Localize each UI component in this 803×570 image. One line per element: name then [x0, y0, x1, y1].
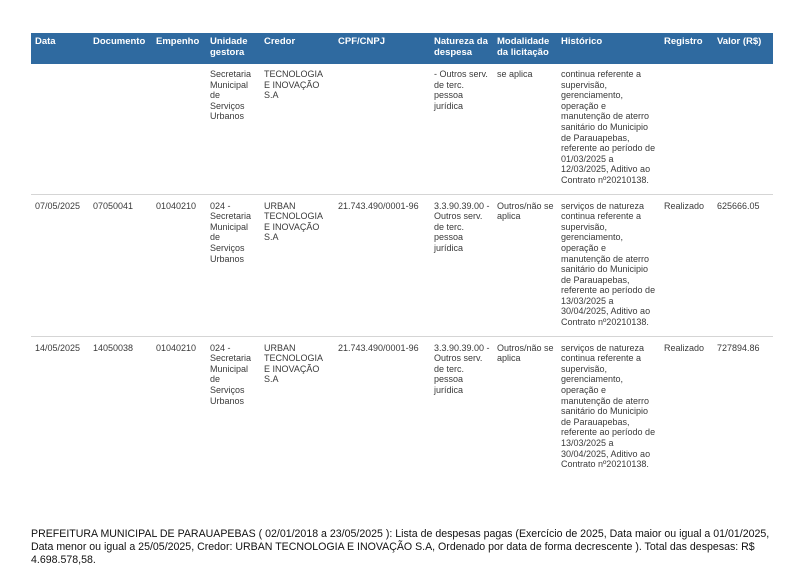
cell-credor: TECNOLOGIA E INOVAÇÃO S.A	[260, 64, 334, 194]
cell-valor: 625666.05	[713, 194, 773, 336]
cell-registro	[660, 64, 713, 194]
cell-documento: 07050041	[89, 194, 152, 336]
col-header-registro[interactable]: Registro	[660, 33, 713, 64]
cell-registro: Realizado	[664, 342, 705, 353]
cell-historico: serviços de natureza continua referente a supervisão, gerenciamento, operação e manutenção de aterro sanitário do Municipio de Parauapebas, referente ao período de 13/03/2025 a 30/04/2025, Aditivo ao Contrato nº20210138.	[561, 342, 656, 470]
cell-credor: URBAN TECNOLOGIA E INOVAÇÃO S.A	[260, 194, 334, 336]
col-header-credor[interactable]: Credor	[260, 33, 334, 64]
cell-unidade: 024 - Secretaria Municipal de Serviços Urbanos	[210, 342, 252, 406]
cell-registro: Realizado	[660, 194, 713, 336]
cell-cnpj: 21.743.490/0001-96	[338, 342, 419, 353]
cell-empenho: 01040210	[156, 342, 197, 353]
col-header-data[interactable]: Data	[31, 33, 89, 64]
cell-natureza: 3.3.90.39.00 - Outros serv. de terc. pessoa jurídica	[434, 342, 490, 396]
cell-documento	[89, 64, 152, 194]
cell-modalidade: se aplica	[493, 64, 557, 194]
cell-data	[31, 64, 89, 194]
table-row	[31, 336, 773, 478]
cell-unidade: 024 - Secretaria Municipal de Serviços Urbanos	[206, 194, 260, 336]
col-header-unidade[interactable]: Unidade gestora	[206, 33, 260, 64]
cell-credor: URBAN TECNOLOGIA E INOVAÇÃO S.A	[264, 342, 323, 385]
cell-modalidade: Outros/não se aplica	[497, 342, 554, 364]
table-row	[31, 194, 773, 336]
col-header-natureza[interactable]: Natureza da despesa	[430, 33, 493, 64]
col-header-historico[interactable]: Histórico	[557, 33, 660, 64]
col-header-documento[interactable]: Documento	[89, 33, 152, 64]
cell-empenho: 01040210	[152, 194, 206, 336]
table-row	[31, 64, 773, 194]
cell-unidade: Secretaria Municipal de Serviços Urbanos	[206, 64, 260, 194]
col-header-empenho[interactable]: Empenho	[152, 33, 206, 64]
cell-documento: 14050038	[93, 342, 134, 353]
cell-cnpj: 21.743.490/0001-96	[334, 194, 430, 336]
header-row	[31, 33, 773, 64]
col-header-cnpj[interactable]: CPF/CNPJ	[334, 33, 430, 64]
cell-cnpj	[334, 64, 430, 194]
expenses-table	[31, 33, 773, 478]
col-header-modalidade[interactable]: Modalidade da licitação	[493, 33, 557, 64]
cell-data: 14/05/2025	[35, 342, 81, 353]
cell-natureza: - Outros serv. de terc. pessoa jurídica	[430, 64, 493, 194]
cell-valor: 727894.86	[717, 342, 760, 353]
cell-historico: serviços de natureza continua referente a supervisão, gerenciamento, operação e manutenção de aterro sanitário do Municipio de Parauapebas, referente ao período de 13/03/2025 a 30/04/2025, Aditivo ao Contrato nº20210138.	[557, 194, 660, 336]
report-summary: PREFEITURA MUNICIPAL DE PARAUAPEBAS ( 02/01/2018 a 23/05/2025 ): Lista de despesas pagas (Exercício de 2025, Data maior ou igual a 01/01/2025, Data menor ou igual a 25/05/2025, Credor: URBAN TECNOLOGIA E INOVAÇÃO S.A, Ordenado por data de forma decrescente ). Total das despesas: R$ 4.698.578,58.	[31, 528, 770, 567]
cell-historico: continua referente a supervisão, gerenciamento, operação e manutenção de aterro sanitário do Municipio de Parauapebas, referente ao período de 01/03/2025 a 12/03/2025, Aditivo ao Contrato nº20210138.	[557, 64, 660, 194]
cell-data: 07/05/2025	[31, 194, 89, 336]
col-header-valor[interactable]: Valor (R$)	[713, 33, 773, 64]
cell-modalidade: Outros/não se aplica	[493, 194, 557, 336]
cell-empenho	[152, 64, 206, 194]
cell-natureza: 3.3.90.39.00 - Outros serv. de terc. pessoa jurídica	[430, 194, 493, 336]
cell-valor	[713, 64, 773, 194]
